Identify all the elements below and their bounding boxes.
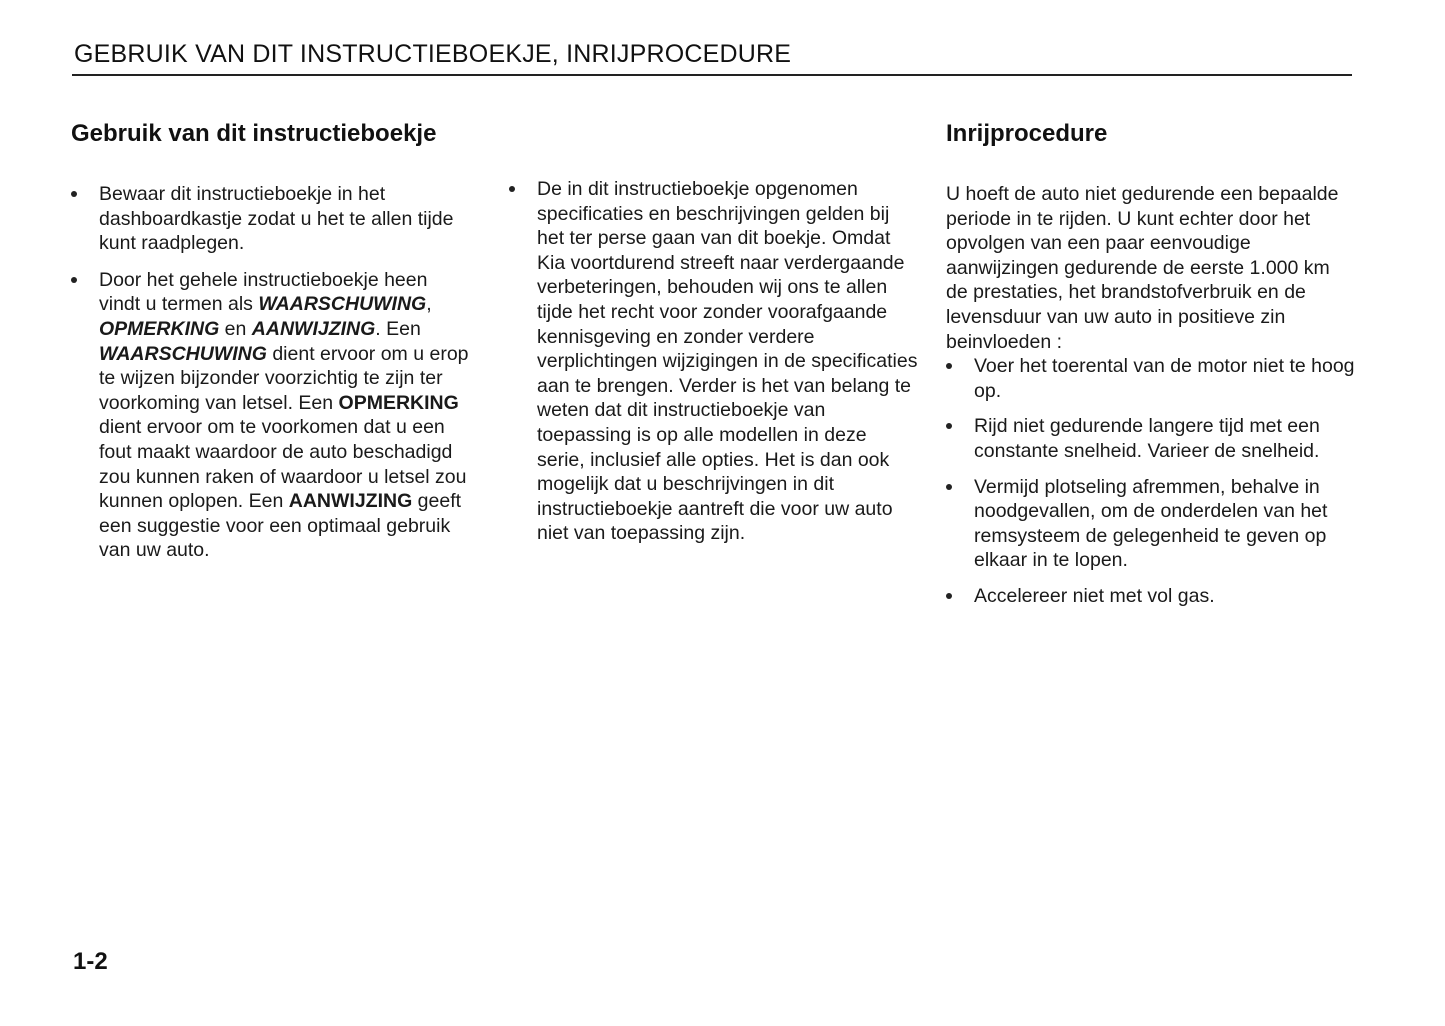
break-in-item-text: Voer het toerental van de motor niet te hoog op. xyxy=(974,355,1355,402)
list-item xyxy=(946,354,1356,403)
usage-list-left xyxy=(71,182,471,563)
bullet-icon xyxy=(71,277,77,283)
page-number: 1-2 xyxy=(73,948,108,975)
break-in-list xyxy=(946,354,1356,608)
usage-list-right xyxy=(509,177,919,546)
list-item xyxy=(71,182,471,256)
bullet-icon xyxy=(509,186,515,192)
text-run: , xyxy=(426,293,432,316)
bullet-icon xyxy=(946,363,952,369)
term-warning: WAARSCHUWING xyxy=(258,293,427,316)
term-note: OPMERKING xyxy=(338,391,459,414)
column-usage-right xyxy=(509,120,919,558)
column-usage-left xyxy=(71,120,471,575)
term-note: OPMERKING xyxy=(99,317,220,340)
text-run: dient ervoor om u erop te wijzen bijzonder voorzichtig te zijn ter voorkoming van letsel. Een xyxy=(99,342,469,414)
page-header xyxy=(72,40,1352,76)
bullet-icon xyxy=(946,593,952,599)
bullet-icon xyxy=(71,191,77,197)
break-in-item-text: Vermijd plotseling afremmen, behalve in noodgevallen, om de onderdelen van het remsysteem de gelegenheid te geven op elkaar in te lopen. xyxy=(974,475,1328,572)
list-item xyxy=(71,268,471,563)
text-run: dient ervoor om te voorkomen dat u een fout maakt waardoor de auto beschadigd zou kunnen raken of waardoor u letsel zou kunnen oplopen. Een xyxy=(99,416,467,513)
list-item xyxy=(946,584,1356,609)
usage-item-2-text xyxy=(99,269,469,562)
bullet-icon xyxy=(946,423,952,429)
usage-item-1-text: Bewaar dit instructieboekje in het dashboardkastje zodat u het te allen tijde kunt raadplegen. xyxy=(99,183,454,255)
usage-heading: Gebruik van dit instructieboekje xyxy=(71,120,437,147)
break-in-item-text: Accelereer niet met vol gas. xyxy=(974,584,1215,607)
term-warning: WAARSCHUWING xyxy=(99,342,267,365)
break-in-item-text: Rijd niet gedurende langere tijd met een constante snelheid. Varieer de snelheid. xyxy=(974,415,1320,462)
text-run: en xyxy=(219,317,252,340)
term-hint: AANWIJZING xyxy=(251,317,376,340)
list-item xyxy=(946,475,1356,573)
term-hint: AANWIJZING xyxy=(288,490,413,513)
list-item xyxy=(946,414,1356,463)
break-in-heading: Inrijprocedure xyxy=(946,120,1108,147)
page-title: GEBRUIK VAN DIT INSTRUCTIEBOEKJE, INRIJPROCEDURE xyxy=(74,40,792,68)
break-in-intro: U hoeft de auto niet gedurende een bepaalde periode in te rijden. U kunt echter door het opvolgen van een paar eenvoudige aanwijzingen gedurende de eerste 1.000 km de prestaties, het brandstofverbruik en de levensduur van uw auto in positieve zin beinvloeden : xyxy=(946,183,1339,353)
usage-item-3-text: De in dit instructieboekje opgenomen specificaties en beschrijvingen gelden bij het ter perse gaan van dit boekje. Omdat Kia voortdurend streeft naar verdergaande verbeteringen, behouden wij ons te allen tijde het recht voor zonder voorafgaande kennisgeving en zonder verdere verplichtingen wijzigingen in de specificaties aan te brengen. Verder is het van belang te weten dat dit instructieboekje van toepassing is op alle modellen in deze serie, inclusief alle opties. Het is dan ook mogelijk dat u beschrijvingen in dit instructieboekje aantreft die voor uw auto niet van toepassing zijn. xyxy=(537,178,918,545)
list-item xyxy=(509,177,919,546)
text-run: Door het gehele instructieboekje heen vindt u termen als xyxy=(99,268,428,316)
text-run: geeft een suggestie voor een optimaal gebruik van uw auto. xyxy=(99,490,462,562)
column-break-in xyxy=(946,120,1356,620)
bullet-icon xyxy=(946,484,952,490)
text-run: . Een xyxy=(375,317,421,340)
